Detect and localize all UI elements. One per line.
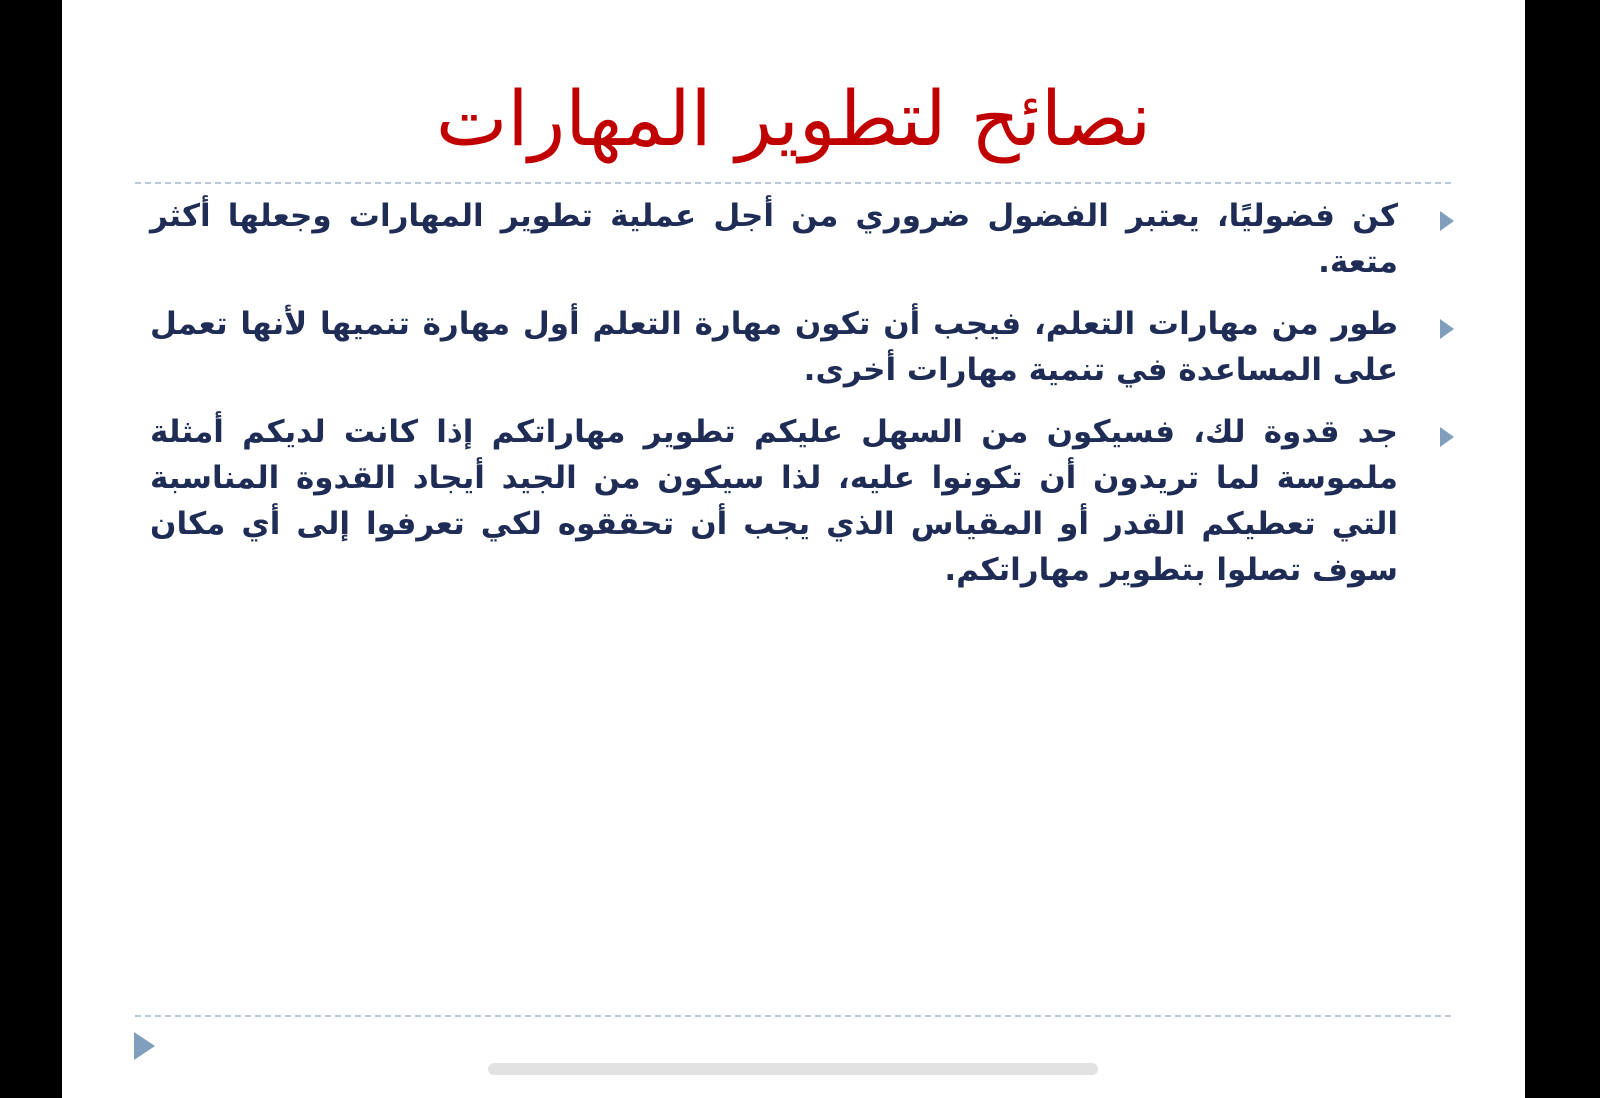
bullet-text: جد قدوة لك، فسيكون من السهل عليكم تطوير مهاراتكم إذا كانت لديكم أمثلة ملموسة لما تريدون أن تكونوا عليه، لذا سيكون من الجيد أيجاد القدوة المناسبة التي تعطيكم القدر أو المقياس الذي يجب أن تحققوه لكي تعرفوا إلى أي مكان سوف تصلوا بتطوير مهاراتكم.: [150, 414, 1398, 588]
footer-divider: [135, 1015, 1451, 1017]
list-item: [150, 193, 1460, 285]
triangle-right-icon: [1440, 211, 1454, 231]
title-divider: [135, 182, 1451, 184]
triangle-right-icon: [1440, 427, 1454, 447]
list-item: [150, 301, 1460, 393]
list-item: [150, 409, 1460, 593]
horizontal-scrollbar[interactable]: [488, 1063, 1098, 1075]
slide-title: نصائح لتطوير المهارات: [435, 74, 1152, 163]
slide: [62, 0, 1525, 1098]
bullet-text: طور من مهارات التعلم، فيجب أن تكون مهارة التعلم أول مهارة تنميها لأنها تعمل على المساعدة في تنمية مهارات أخرى.: [150, 306, 1398, 388]
play-arrow-icon[interactable]: [134, 1032, 155, 1060]
bullet-list: [150, 193, 1460, 609]
bullet-text: كن فضوليًا، يعتبر الفضول ضروري من أجل عملية تطوير المهارات وجعلها أكثر متعة.: [150, 198, 1398, 280]
triangle-right-icon: [1440, 319, 1454, 339]
